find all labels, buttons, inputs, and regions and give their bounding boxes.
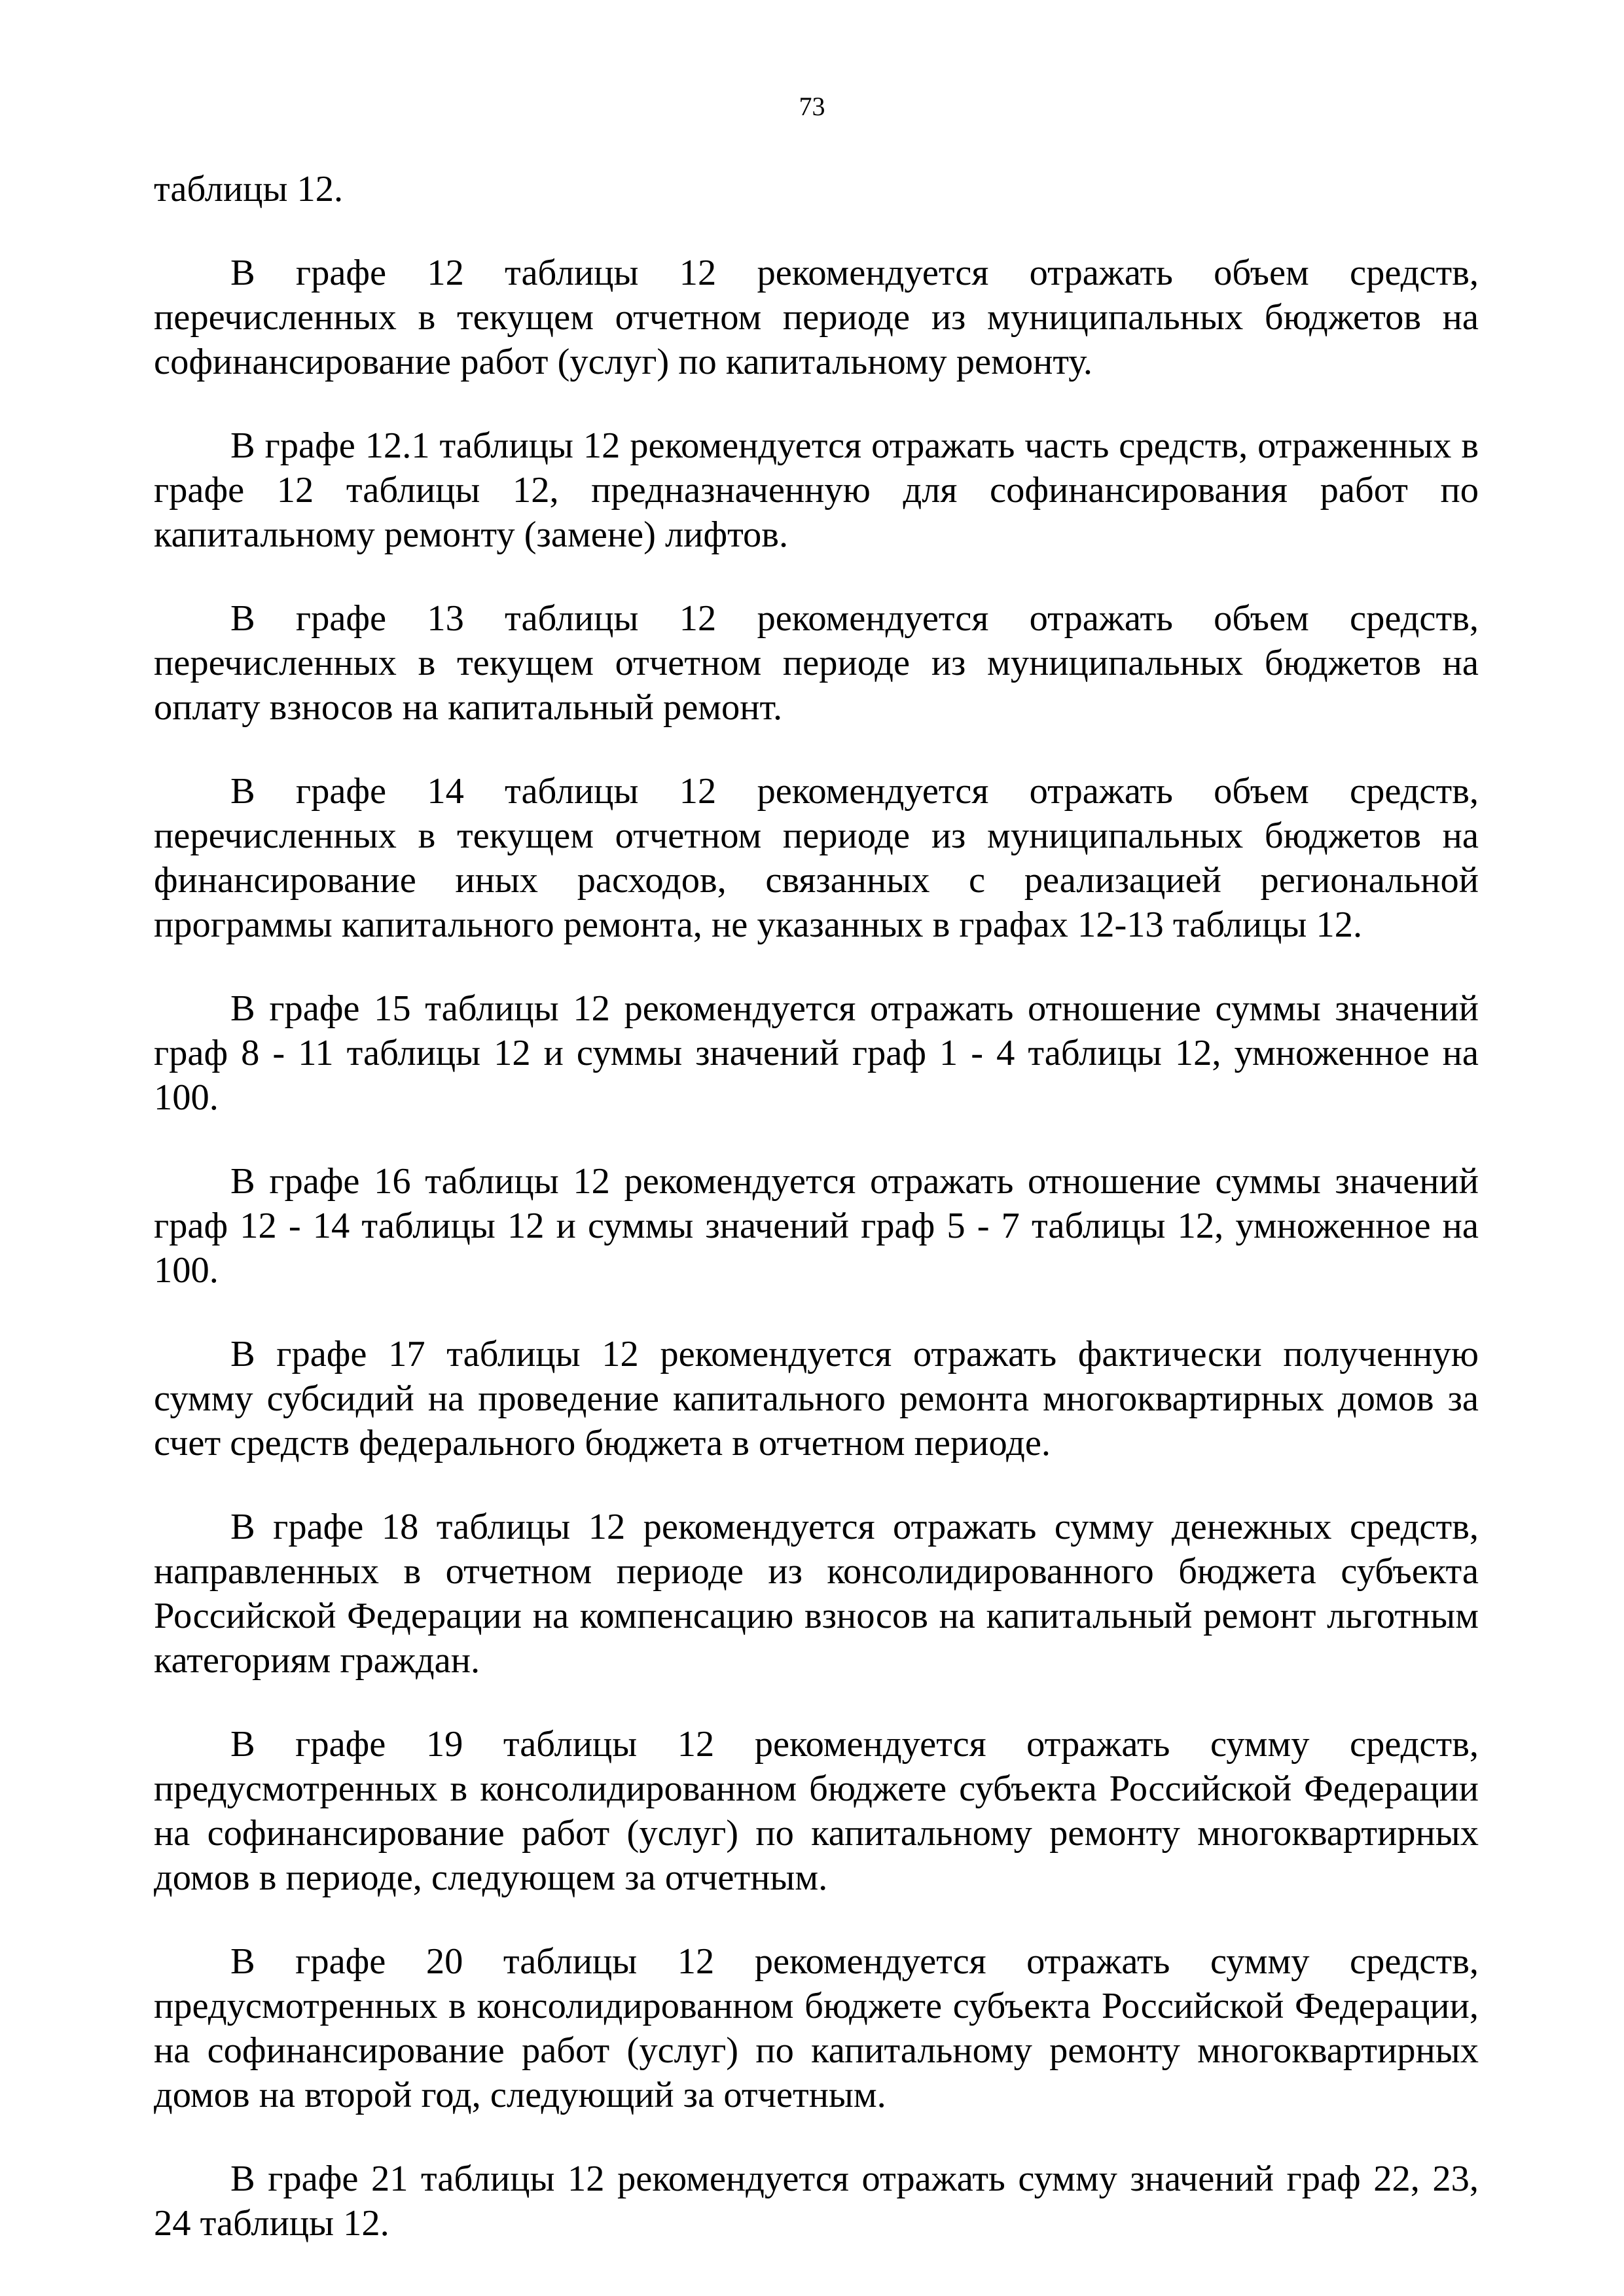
paragraph-column-20: В графе 20 таблицы 12 рекомендуется отражать сумму средств, предусмотренных в консолидированном бюджете субъекта Российской Федерации, на софинансирование работ (услуг) по капитальному ремонту многоквартирных домов на второй год, следующий за отчетным. (154, 1941, 1479, 2115)
page-number: 73 (799, 92, 825, 121)
paragraph-continuation: таблицы 12. (154, 169, 344, 209)
paragraph-column-15: В графе 15 таблицы 12 рекомендуется отражать отношение суммы значений граф 8 - 11 таблицы 12 и суммы значений граф 1 - 4 таблицы 12, умноженное на 100. (154, 988, 1479, 1118)
paragraph-column-21: В графе 21 таблицы 12 рекомендуется отражать сумму значений граф 22, 23, 24 таблицы 12. (154, 2159, 1479, 2244)
paragraph-column-16: В графе 16 таблицы 12 рекомендуется отражать отношение суммы значений граф 12 - 14 таблицы 12 и суммы значений граф 5 - 7 таблицы 12, умноженное на 100. (154, 1161, 1479, 1291)
paragraph-column-12-1: В графе 12.1 таблицы 12 рекомендуется отражать часть средств, отраженных в графе 12 таблицы 12, предназначенную для софинансирования работ по капитальному ремонту (замене) лифтов. (154, 425, 1479, 555)
paragraph-column-18: В графе 18 таблицы 12 рекомендуется отражать сумму денежных средств, направленных в отчетном периоде из консолидированного бюджета субъекта Российской Федерации на компенсацию взносов на капитальный ремонт льготным категориям граждан. (154, 1507, 1479, 1681)
paragraph-column-17: В графе 17 таблицы 12 рекомендуется отражать фактически полученную сумму субсидий на проведение капитального ремонта многоквартирных домов за счет средств федерального бюджета в отчетном периоде. (154, 1334, 1479, 1463)
paragraph-column-14: В графе 14 таблицы 12 рекомендуется отражать объем средств, перечисленных в текущем отчетном периоде из муниципальных бюджетов на финансирование иных расходов, связанных с реализацией региональной программы капитального ремонта, не указанных в графах 12-13 таблицы 12. (154, 771, 1479, 945)
document-body (154, 167, 1479, 2285)
paragraph-column-13: В графе 13 таблицы 12 рекомендуется отражать объем средств, перечисленных в текущем отчетном периоде из муниципальных бюджетов на оплату взносов на капитальный ремонт. (154, 598, 1479, 728)
paragraph-column-12: В графе 12 таблицы 12 рекомендуется отражать объем средств, перечисленных в текущем отчетном периоде из муниципальных бюджетов на софинансирование работ (услуг) по капитальному ремонту. (154, 253, 1479, 382)
paragraph-column-19: В графе 19 таблицы 12 рекомендуется отражать сумму средств, предусмотренных в консолидированном бюджете субъекта Российской Федерации на софинансирование работ (услуг) по капитальному ремонту многоквартирных домов в периоде, следующем за отчетным. (154, 1724, 1479, 1898)
